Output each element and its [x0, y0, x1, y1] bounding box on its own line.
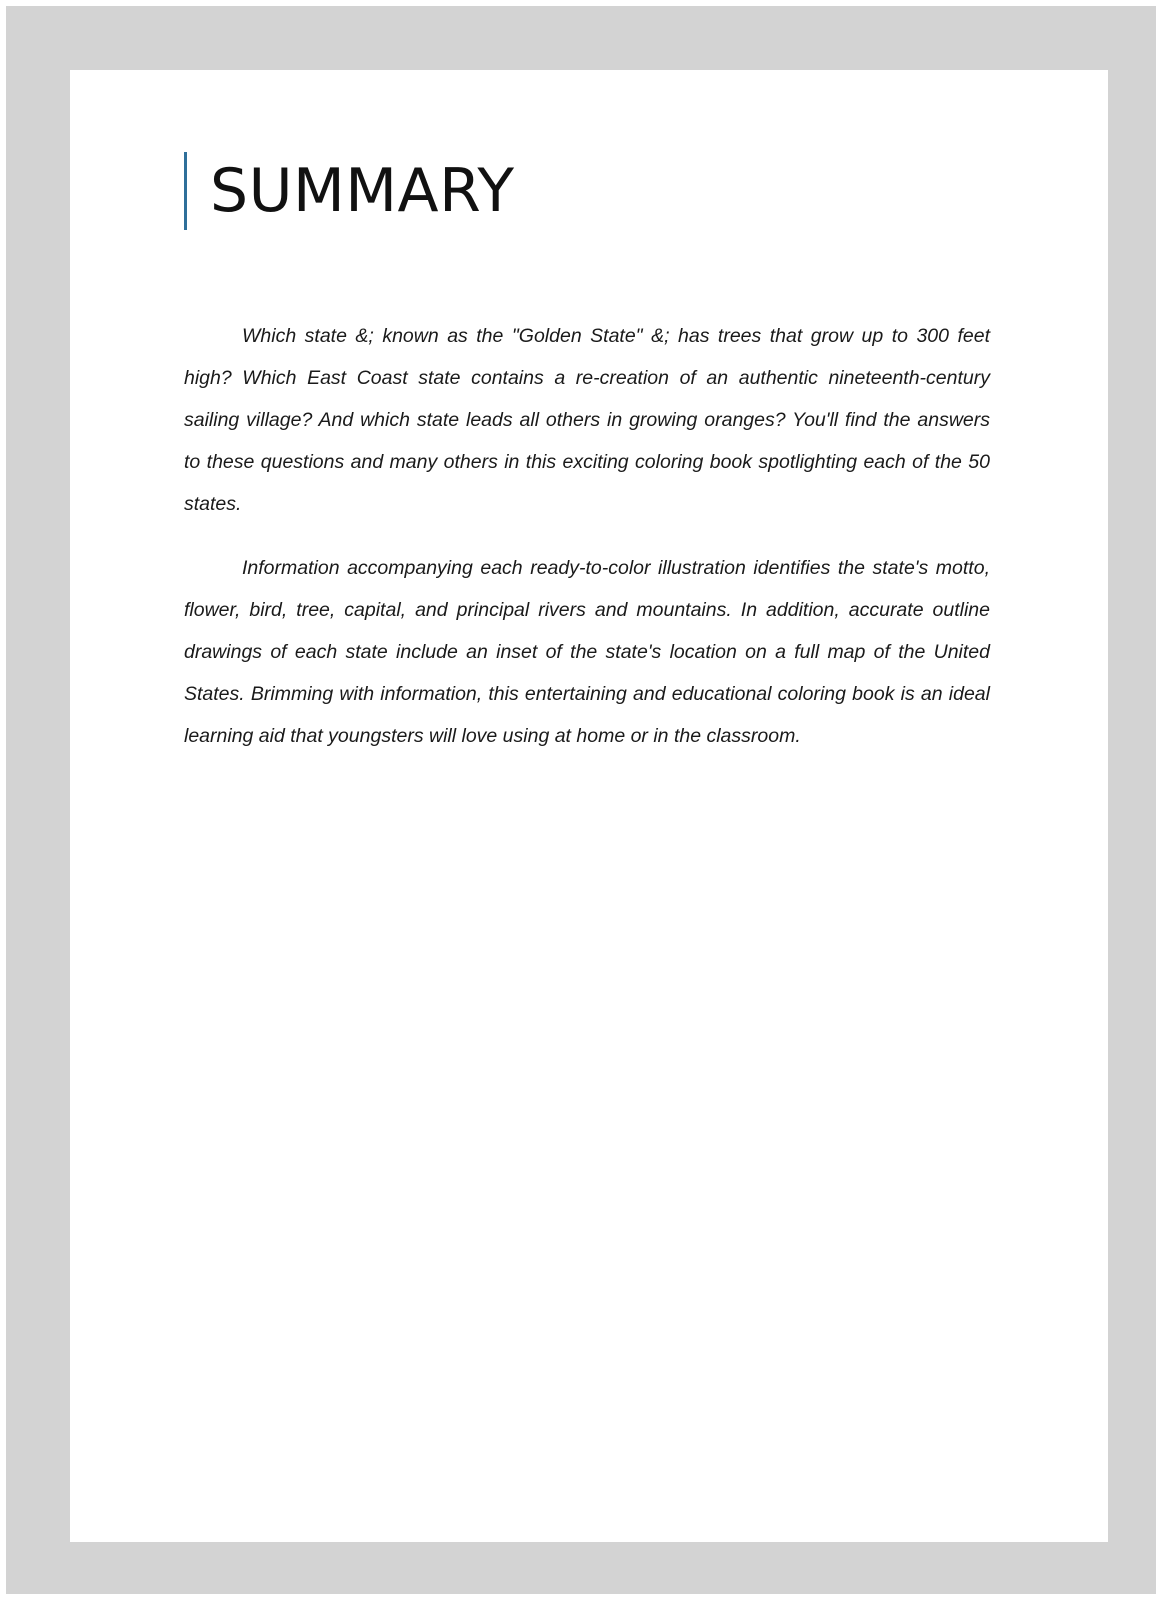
- document-page: [70, 70, 1108, 1542]
- title-block: [184, 152, 515, 230]
- summary-paragraph-1: Which state &; known as the "Golden State" &; has trees that grow up to 300 feet high? Which East Coast state contains a re-creation of an authentic nineteenth-century sailing village? And which state leads all others in growing oranges? You'll find the answers to these questions and many others in this exciting coloring book spotlighting each of the 50 states.: [184, 325, 990, 515]
- title-accent-bar: [184, 152, 187, 230]
- page-frame: [6, 6, 1156, 1594]
- page-title: SUMMARY: [210, 156, 515, 226]
- summary-body: [184, 315, 990, 779]
- summary-paragraph-2: Information accompanying each ready-to-color illustration identifies the state's motto, flower, bird, tree, capital, and principal rivers and mountains. In addition, accurate outline drawings of each state include an inset of the state's location on a full map of the United States. Brimming with information, this entertaining and educational coloring book is an ideal learning aid that youngsters will love using at home or in the classroom.: [184, 557, 990, 747]
